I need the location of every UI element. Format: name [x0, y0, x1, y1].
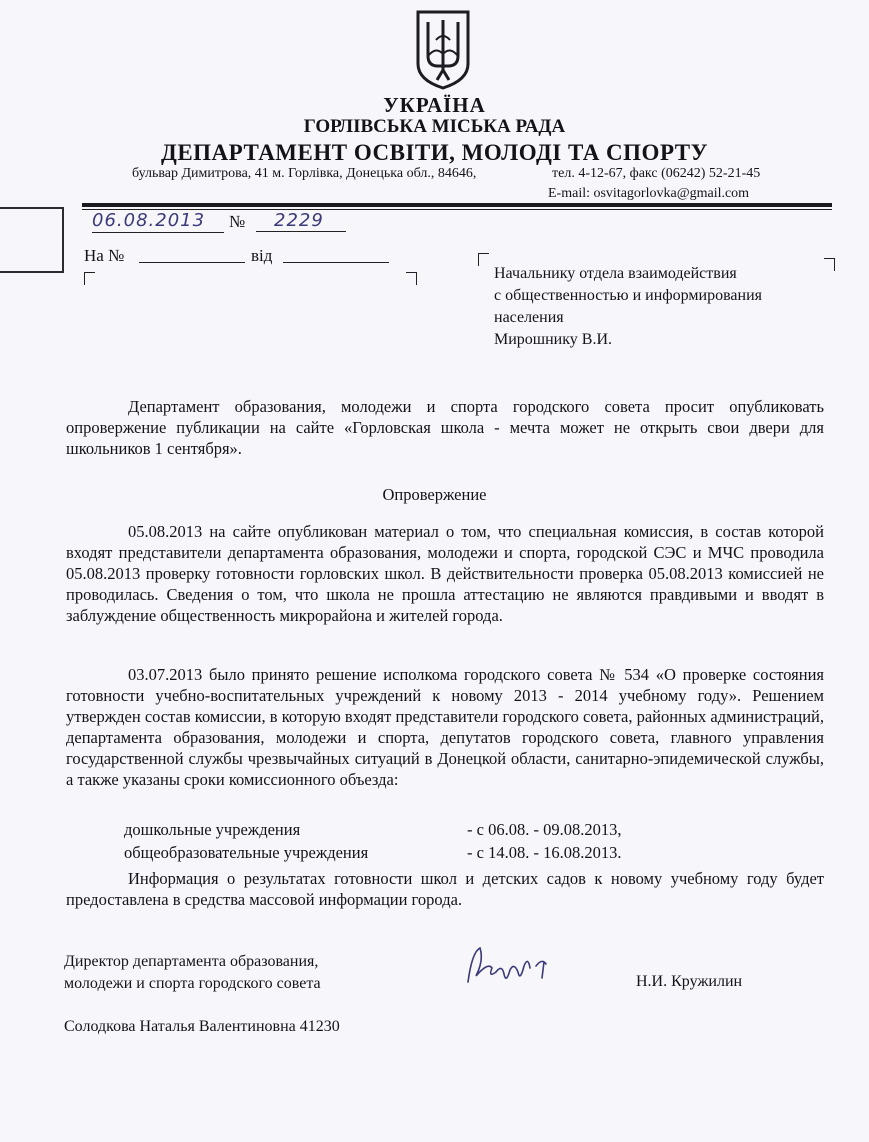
handwritten-signature	[458, 942, 568, 1002]
addressee-block	[494, 263, 762, 351]
schedule-item-dates: - с 14.08. - 16.08.2013.	[467, 843, 622, 862]
page-edge-tab	[0, 207, 64, 273]
field-corner-mark	[824, 258, 835, 271]
document-title: Опровержение	[382, 485, 487, 504]
executor-contact: Солодкова Наталья Валентиновна 41230	[64, 1018, 340, 1035]
header-phone-fax: тел. 4-12-67, факс (06242) 52-21-45	[552, 166, 761, 181]
registration-date: 06.08.2013	[92, 210, 224, 233]
signatory-position-line: молодежи и спорта городского совета	[64, 975, 321, 992]
reference-number-label: На №	[84, 246, 125, 265]
header-rule-thick	[82, 203, 832, 207]
addressee-line: Мирошнику В.И.	[494, 331, 613, 348]
signatory-position	[64, 951, 321, 995]
body-paragraph-2: 03.07.2013 было принято решение исполкома городского совета № 534 «О проверке состояния готовности учебно-воспитательных учреждений к новому 2013 - 2014 учебному году». Решением утвержден состав комиссии, в которую входят представители городского совета, районных администраций, департамента образования, молодежи и спорта, депутатов городского совета, главного управления государственной службы чрезвычайных ситуаций в Донецкой области, санитарно-эпидемической службы, а также указаны сроки комиссионного объезда:	[66, 665, 824, 789]
reference-number-line	[139, 262, 245, 263]
signatory-position-line: Директор департамента образования,	[64, 953, 319, 970]
reference-from-label: від	[251, 246, 273, 265]
intro-paragraph: Департамент образования, молодежи и спорта городского совета просит опубликовать опровержение публикации на сайте «Горловская школа - мечта может не открыть свои двери для школьников 1 сентября».	[66, 397, 824, 458]
schedule-item-name: общеобразовательные учреждения	[124, 843, 369, 862]
body-paragraph-3: Информация о результатах готовности школ и детских садов к новому учебному году будет предоставлена в средства массовой информации города.	[66, 869, 824, 909]
header-email: E-mail: osvitagorlovka@gmail.com	[548, 186, 750, 201]
header-country: УКРАЇНА	[383, 93, 486, 117]
signatory-name: Н.И. Кружилин	[636, 973, 743, 990]
addressee-line: Начальнику отдела взаимодействия	[494, 265, 737, 282]
header-department: ДЕПАРТАМЕНТ ОСВІТИ, МОЛОДІ ТА СПОРТУ	[161, 140, 708, 165]
schedule-item-dates: - с 06.08. - 09.08.2013,	[467, 820, 622, 839]
field-corner-mark	[406, 272, 417, 285]
trident-emblem-icon	[414, 10, 472, 90]
body-paragraph-1: 05.08.2013 на сайте опубликован материал о том, что специальная комиссия, в состав которой входят представители департамента образования, молодежи и спорта, городской СЭС и МЧС проводила 05.08.2013 проверку готовности горловских школ. В действительности проверка 05.08.2013 комиссией не проводилась. Сведения о том, что школа не прошла аттестацию не являются правдивыми и вводят в заблуждение общественность микрорайона и жителей города.	[66, 522, 824, 625]
registration-number-label: №	[229, 212, 246, 231]
addressee-line: населения	[494, 309, 564, 326]
field-corner-mark	[478, 253, 489, 266]
reference-date-line	[283, 262, 389, 263]
field-corner-mark	[84, 272, 95, 285]
header-council: ГОРЛІВСЬКА МІСЬКА РАДА	[303, 116, 566, 137]
registration-number: 2229	[256, 210, 346, 232]
header-address: бульвар Димитрова, 41 м. Горлівка, Донецька обл., 84646,	[132, 166, 477, 181]
addressee-line: с общественностью и информирования	[494, 287, 763, 304]
schedule-item-name: дошкольные учреждения	[124, 820, 301, 839]
